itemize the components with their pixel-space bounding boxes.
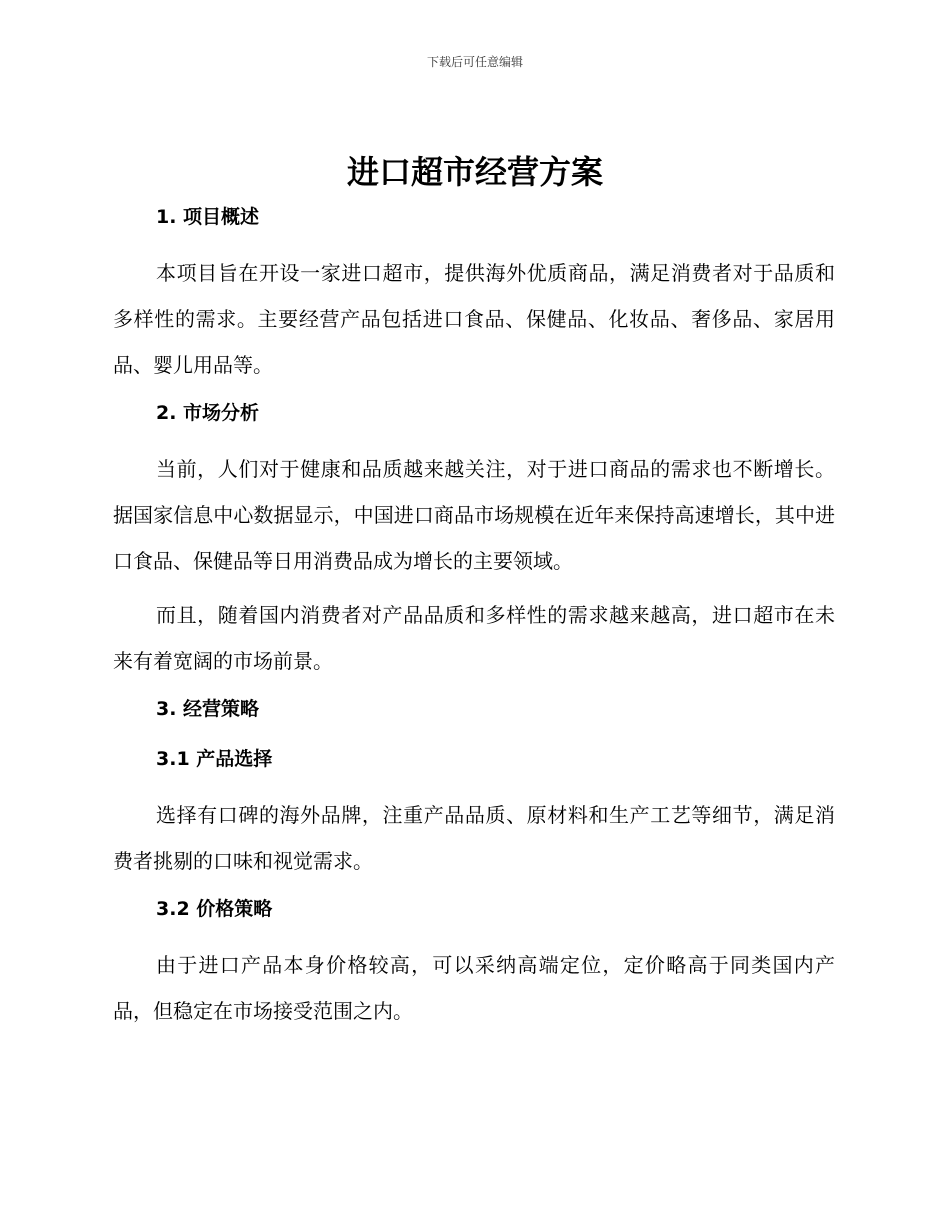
- page-header-note: 下载后可任意编辑: [426, 55, 523, 69]
- section-heading-pricing: 3.2 价格策略: [156, 898, 273, 920]
- paragraph-overview: 本项目旨在开设一家进口超市，提供海外优质商品，满足消费者对于品质和多样性的需求。主要经营产品包括进口食品、保健品、化妆品、奢侈品、家居用品、婴儿用品等。: [113, 261, 835, 377]
- section-heading-strategy: 3. 经营策略: [156, 698, 260, 720]
- document-title: 进口超市经营方案: [346, 153, 603, 191]
- section-heading-market-analysis: 2. 市场分析: [156, 402, 260, 424]
- paragraph-market-analysis-2: 而且，随着国内消费者对产品品质和多样性的需求越来越高，进口超市在未来有着宽阔的市场前景。: [113, 603, 835, 673]
- document-body: [113, 200, 835, 1042]
- section-heading-product-selection: 3.1 产品选择: [156, 748, 273, 770]
- paragraph-pricing: 由于进口产品本身价格较高，可以采纳高端定位，定价略高于同类国内产品，但稳定在市场接受范围之内。: [113, 953, 835, 1023]
- paragraph-product-selection: 选择有口碑的海外品牌，注重产品品质、原材料和生产工艺等细节，满足消费者挑剔的口味和视觉需求。: [113, 803, 835, 873]
- paragraph-market-analysis-1: 当前，人们对于健康和品质越来越关注，对于进口商品的需求也不断增长。据国家信息中心数据显示，中国进口商品市场规模在近年来保持高速增长，其中进口食品、保健品等日用消费品成为增长的主要领域。: [113, 457, 835, 573]
- section-heading-overview: 1. 项目概述: [156, 206, 260, 228]
